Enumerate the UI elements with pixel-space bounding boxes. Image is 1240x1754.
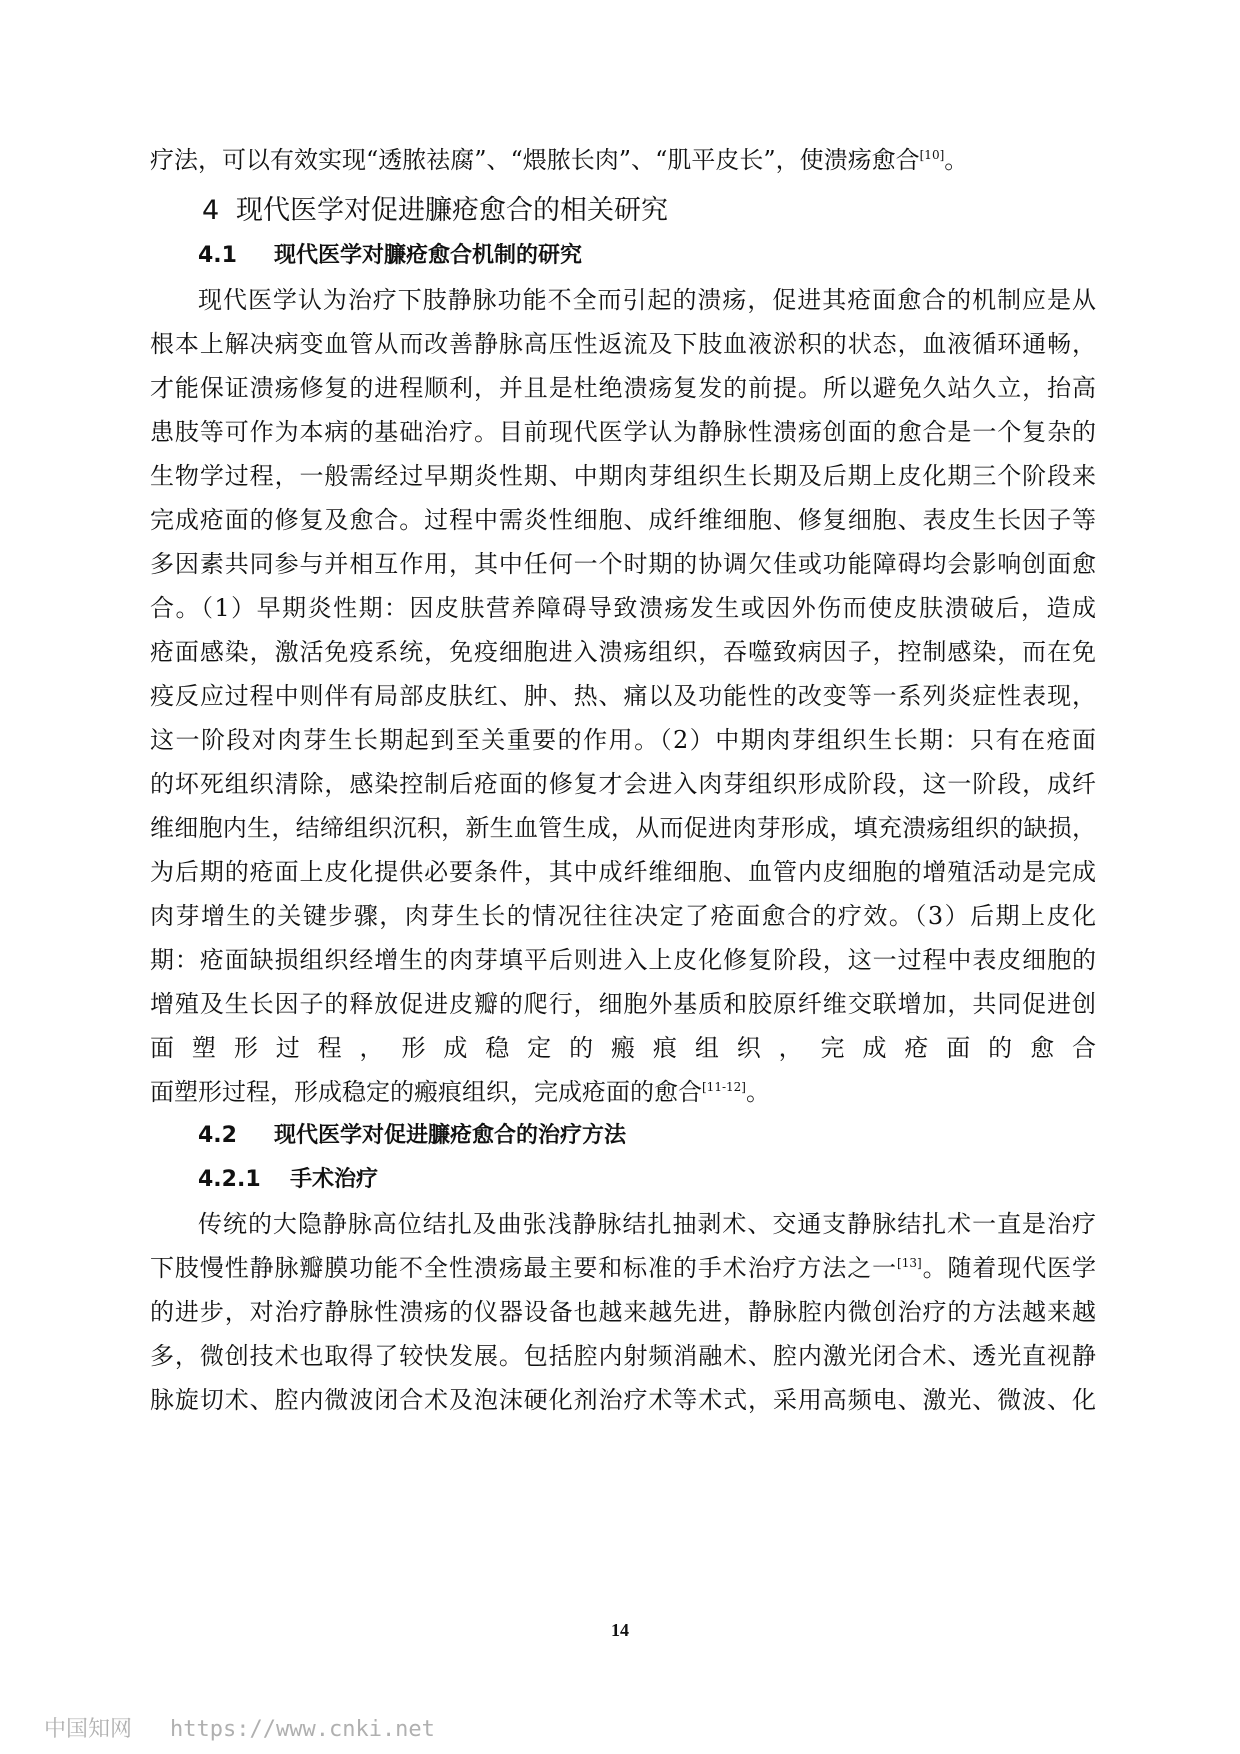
paragraph-line: 期：疮面缺损组织经增生的肉芽填平后则进入上皮化修复阶段，这一过程中表皮细胞的 [150,946,1096,974]
paragraph-line: 完成疮面的修复及愈合。过程中需炎性细胞、成纤维细胞、修复细胞、表皮生长因子等 [150,506,1096,534]
paragraph-line: 脉旋切术、腔内微波闭合术及泡沫硬化剂治疗术等术式，采用高频电、激光、微波、化 [150,1386,1096,1414]
watermark-brand: 中国知网 [44,1717,133,1742]
paragraph-line: 这一阶段对肉芽生长期起到至关重要的作用。（2）中期肉芽组织生长期：只有在疮面 [150,726,1096,754]
paragraph-line: 多因素共同参与并相互作用，其中任何一个时期的协调欠佳或功能障碍均会影响创面愈 [150,550,1096,578]
paragraph-line: 合。（1）早期炎性期：因皮肤营养障碍导致溃疡发生或因外伤而使皮肤溃破后，造成 [150,594,1096,622]
subsection-heading: 4.2 现代医学对促进臁疮愈合的治疗方法 [198,1123,627,1148]
paragraph-line: 生物学过程，一般需经过早期炎性期、中期肉芽组织生长期及后期上皮化期三个阶段来 [150,462,1096,490]
paragraph-line: 多，微创技术也取得了较快发展。包括腔内射频消融术、腔内激光闭合术、透光直视静 [150,1342,1096,1370]
paragraph-line: 增殖及生长因子的释放促进皮瓣的爬行，细胞外基质和胶原纤维交联增加，共同促进创 [150,990,1096,1018]
paragraph-line: 面塑形过程，形成稳定的瘢痕组织，完成疮面的愈合[11-12]。 [150,1078,770,1106]
watermark-url[interactable]: https://www.cnki.net [170,1717,435,1742]
paragraph-line: 现代医学认为治疗下肢静脉功能不全而引起的溃疡，促进其疮面愈合的机制应是从 [198,286,1096,314]
paragraph-line: 疗法，可以有效实现“透脓祛腐”、“煨脓长肉”、“肌平皮长”，使溃疡愈合[10]。 [150,146,969,174]
paragraph-line: 疮面感染，激活免疫系统，免疫细胞进入溃疡组织，吞噬致病因子，控制感染，而在免 [150,638,1096,666]
paragraph-line: 的进步，对治疗静脉性溃疡的仪器设备也越来越先进，静脉腔内微创治疗的方法越来越 [150,1298,1096,1326]
cnki-watermark [44,1712,435,1743]
page-body [150,138,1096,1422]
paragraph-line: 才能保证溃疡修复的进程顺利，并且是杜绝溃疡复发的前提。所以避免久站久立，抬高 [150,374,1096,402]
subsection-heading: 4.1 现代医学对臁疮愈合机制的研究 [198,243,583,268]
paragraph-line: 根本上解决病变血管从而改善静脉高压性返流及下肢血液淤积的状态，血液循环通畅， [150,330,1096,358]
paragraph-line: 维细胞内生，结缔组织沉积，新生血管生成，从而促进肉芽形成，填充溃疡组织的缺损， [150,814,1096,842]
citation[interactable]: [10] [919,148,945,162]
page-number: 14 [611,1620,629,1640]
citation[interactable]: [13] [897,1256,922,1270]
paragraph-line: 患肢等可作为本病的基础治疗。目前现代医学认为静脉性溃疡创面的愈合是一个复杂的 [150,418,1096,446]
paragraph-line: 面塑形过程，形成稳定的瘢痕组织，完成疮面的愈合 [150,1034,1096,1062]
paragraph-line: 肉芽增生的关键步骤，肉芽生长的情况往往决定了疮面愈合的疗效。（3）后期上皮化 [150,902,1096,930]
subsubsection-heading: 4.2.1 手术治疗 [198,1167,379,1192]
paragraph-line: 下肢慢性静脉瓣膜功能不全性溃疡最主要和标准的手术治疗方法之一[13]。随着现代医学 [150,1254,1096,1282]
paragraph-line: 疫反应过程中则伴有局部皮肤红、肿、热、痛以及功能性的改变等一系列炎症性表现， [150,682,1096,710]
section-heading: 4 现代医学对促进臁疮愈合的相关研究 [202,195,668,226]
citation[interactable]: [11-12] [702,1080,746,1094]
paragraph-line: 传统的大隐静脉高位结扎及曲张浅静脉结扎抽剥术、交通支静脉结扎术一直是治疗 [198,1210,1096,1238]
paragraph-line: 为后期的疮面上皮化提供必要条件，其中成纤维细胞、血管内皮细胞的增殖活动是完成 [150,858,1096,886]
paragraph-line: 的坏死组织清除，感染控制后疮面的修复才会进入肉芽组织形成阶段，这一阶段，成纤 [150,770,1096,798]
